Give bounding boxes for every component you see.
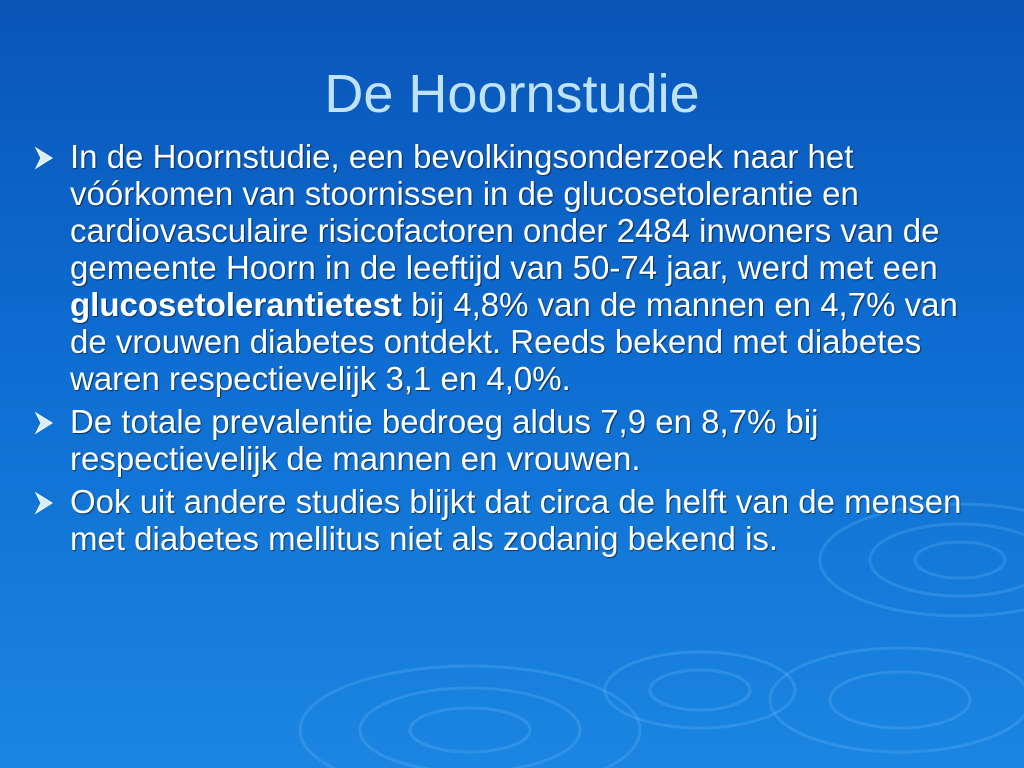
chevron-arrow-icon [32, 146, 58, 170]
bullet-item [32, 483, 1002, 557]
bullet-text-after: bij 4,8% van de mannen en 4,7% van de vrouwen diabetes ontdekt. Reeds bekend met diabetes waren respectievelijk 3,1 en 4,0%. [70, 286, 958, 397]
bullet-text: Ook uit andere studies blijkt dat circa de helft van de mensen met diabetes mellitus niet als zodanig bekend is. [70, 483, 962, 557]
slide-title: De Hoornstudie [324, 64, 700, 124]
bullet-item [32, 403, 1002, 477]
bullet-item [32, 138, 1002, 397]
chevron-arrow-icon [32, 411, 58, 435]
chevron-arrow-icon [32, 491, 58, 515]
bullet-text: De totale prevalentie bedroeg aldus 7,9 en 8,7% bij respectievelijk de mannen en vrouwen. [70, 403, 819, 477]
bullet-text [70, 138, 1002, 397]
bullet-bold-term: glucosetolerantietest [70, 286, 402, 323]
bullet-text-before: In de Hoornstudie, een bevolkingsonderzoek naar het vóórkomen van stoornissen in de glucosetolerantie en cardiovasculaire risicofactoren onder 2484 inwoners van de gemeente Hoorn in de leeftijd van 50-74 jaar, werd met een [70, 138, 940, 286]
bullet-list [32, 138, 1002, 563]
